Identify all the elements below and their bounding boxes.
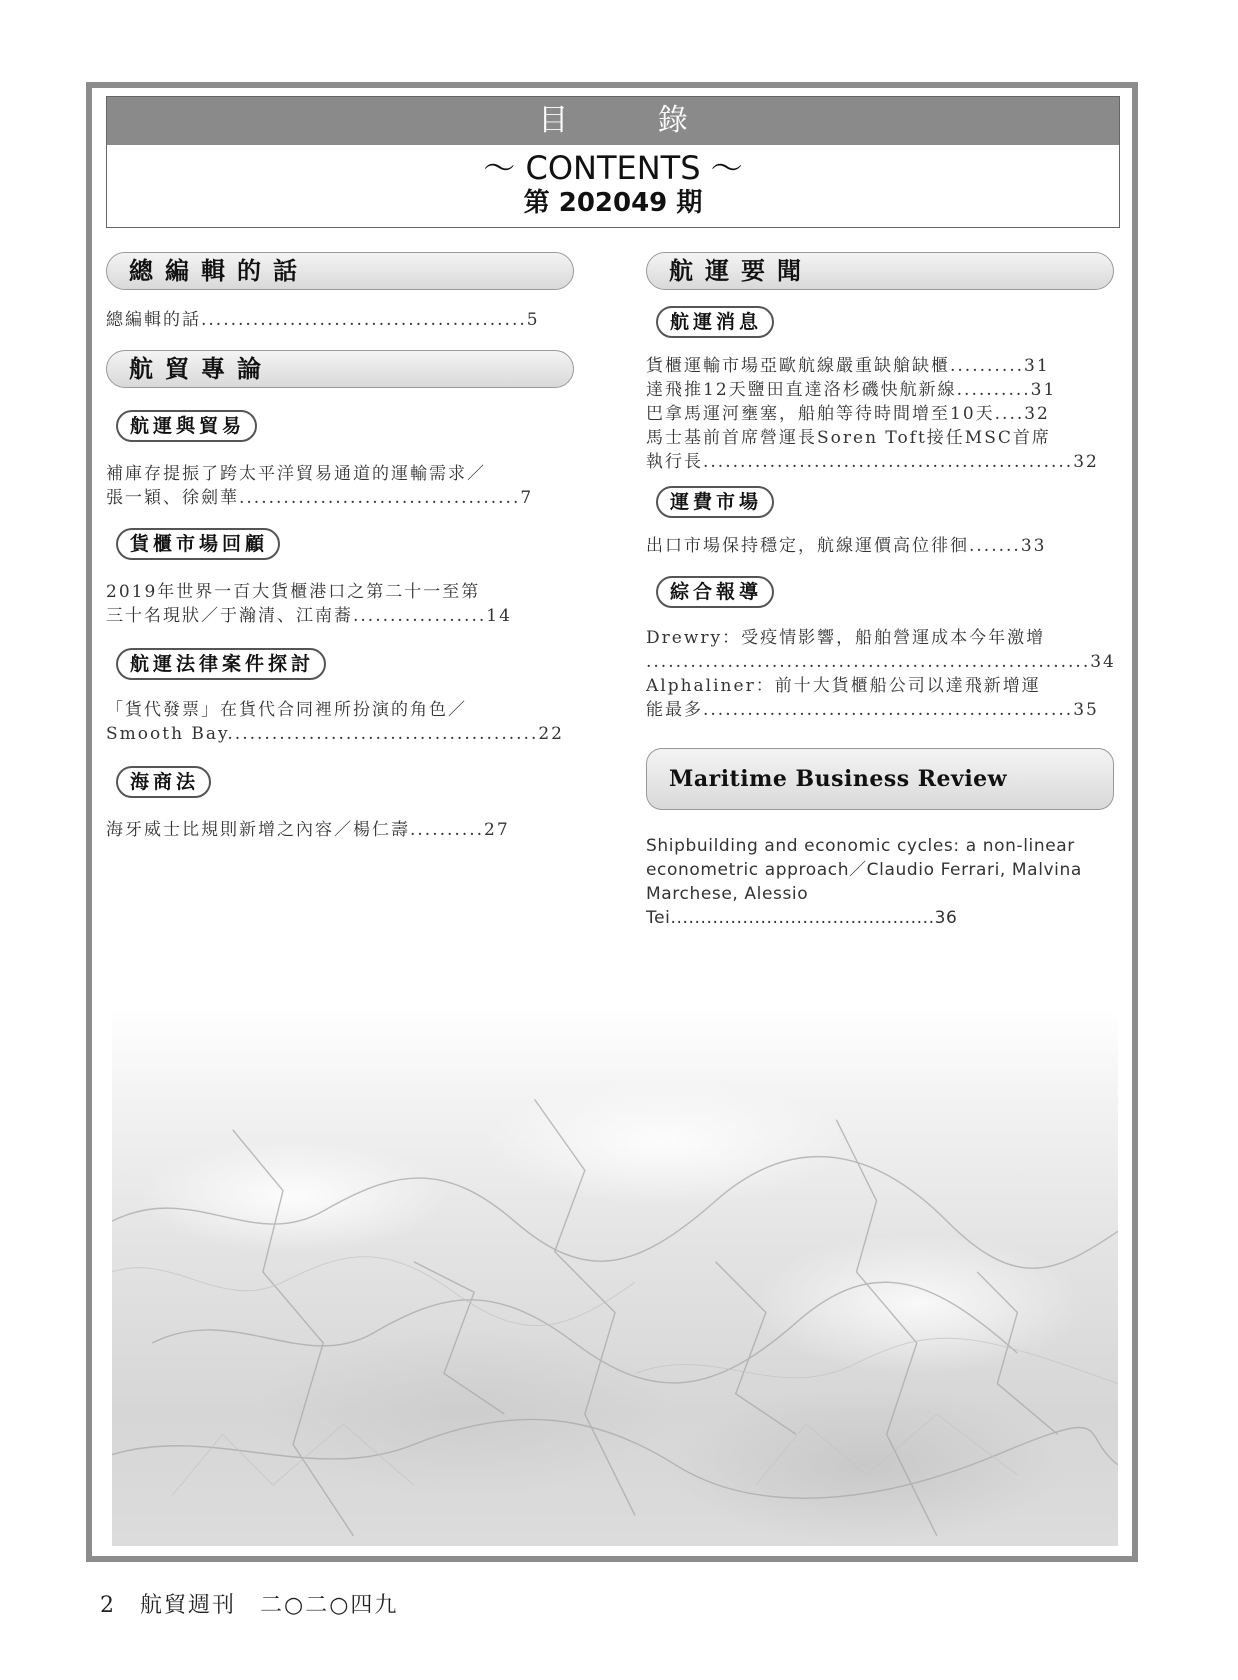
toc-entry-line: 張一穎、徐劍華......................................7 — [106, 488, 534, 508]
subsection-container-review: 貨櫃市場回顧 — [116, 528, 280, 560]
toc-entry-line: 補庫存提振了跨太平洋貿易通道的運輸需求／ — [106, 464, 486, 484]
subsection-general-reports: 綜合報導 — [656, 576, 774, 608]
subsection-maritime-law: 海商法 — [116, 766, 211, 798]
toc-entry[interactable] — [106, 698, 574, 746]
toc-entry-group[interactable] — [646, 354, 1114, 474]
toc-entry-line: Marchese, Alessio Tei............................................36 — [646, 884, 958, 928]
toc-entry: 能最多..................................................35 — [646, 700, 1099, 720]
toc-entry: Drewry：受疫情影響，船舶營運成本今年激增 — [646, 628, 1046, 648]
subsection-freight-market: 運費市場 — [656, 486, 774, 518]
toc-entry: 達飛推12天鹽田直達洛杉磯快航新線..........31 — [646, 380, 1057, 400]
toc-entry-line: 「貨代發票」在貨代合同裡所扮演的角色／ — [106, 700, 467, 720]
page-footer: 2 航貿週刊 二○二○四九 — [100, 1593, 399, 1618]
subsection-shipping-trade: 航運與貿易 — [116, 410, 257, 442]
left-column — [106, 252, 574, 842]
toc-entry: 巴拿馬運河壅塞，船舶等待時間增至10天....32 — [646, 404, 1050, 424]
toc-entry[interactable] — [646, 834, 1114, 930]
contents-title: ～ CONTENTS ～ — [483, 149, 743, 187]
toc-entry: ............................................................34 — [646, 652, 1116, 672]
toc-entry[interactable] — [106, 462, 574, 510]
right-column — [646, 252, 1114, 930]
contents-header — [106, 96, 1120, 228]
toc-entry[interactable] — [106, 580, 574, 628]
toc-entry-line: Shipbuilding and economic cycles: a non-linear — [646, 836, 1075, 856]
section-shipping-news: 航運要聞 — [646, 252, 1114, 290]
subsection-shipping-updates: 航運消息 — [656, 306, 774, 338]
toc-entry: 馬士基前首席營運長Soren Toft接任MSC首席 — [646, 428, 1051, 448]
toc-entry: 執行長..................................................32 — [646, 452, 1099, 472]
toc-entry[interactable]: 總編輯的話............................................5 — [106, 310, 540, 330]
toc-entry: Alphaliner：前十大貨櫃船公司以達飛新增運 — [646, 676, 1041, 696]
toc-entry-line: 2019年世界一百大貨櫃港口之第二十一至第 — [106, 582, 481, 602]
toc-entry[interactable]: 出口市場保持穩定，航線運價高位徘徊.......33 — [646, 536, 1047, 556]
issue-number: 第 202049 期 — [523, 188, 703, 218]
toc-entry-group[interactable] — [646, 626, 1114, 722]
toc-title: 目 錄 — [107, 97, 1119, 145]
subsection-shipping-law: 航運法律案件探討 — [116, 648, 326, 680]
toc-entry-line: econometric approach／Claudio Ferrari, Malvina — [646, 860, 1082, 880]
toc-entry-line: Smooth Bay..........................................22 — [106, 724, 564, 744]
marble-background — [112, 1008, 1118, 1546]
section-maritime-business-review: Maritime Business Review — [646, 748, 1114, 810]
toc-entry[interactable]: 海牙威士比規則新增之內容／楊仁壽..........27 — [106, 820, 510, 840]
toc-entry-line: 三十名現狀／于瀚清、江南蕎..................14 — [106, 606, 512, 626]
toc-entry: 貨櫃運輸市場亞歐航線嚴重缺艙缺櫃..........31 — [646, 356, 1050, 376]
section-trade-commentary: 航貿專論 — [106, 350, 574, 388]
section-editor-note: 總編輯的話 — [106, 252, 574, 290]
